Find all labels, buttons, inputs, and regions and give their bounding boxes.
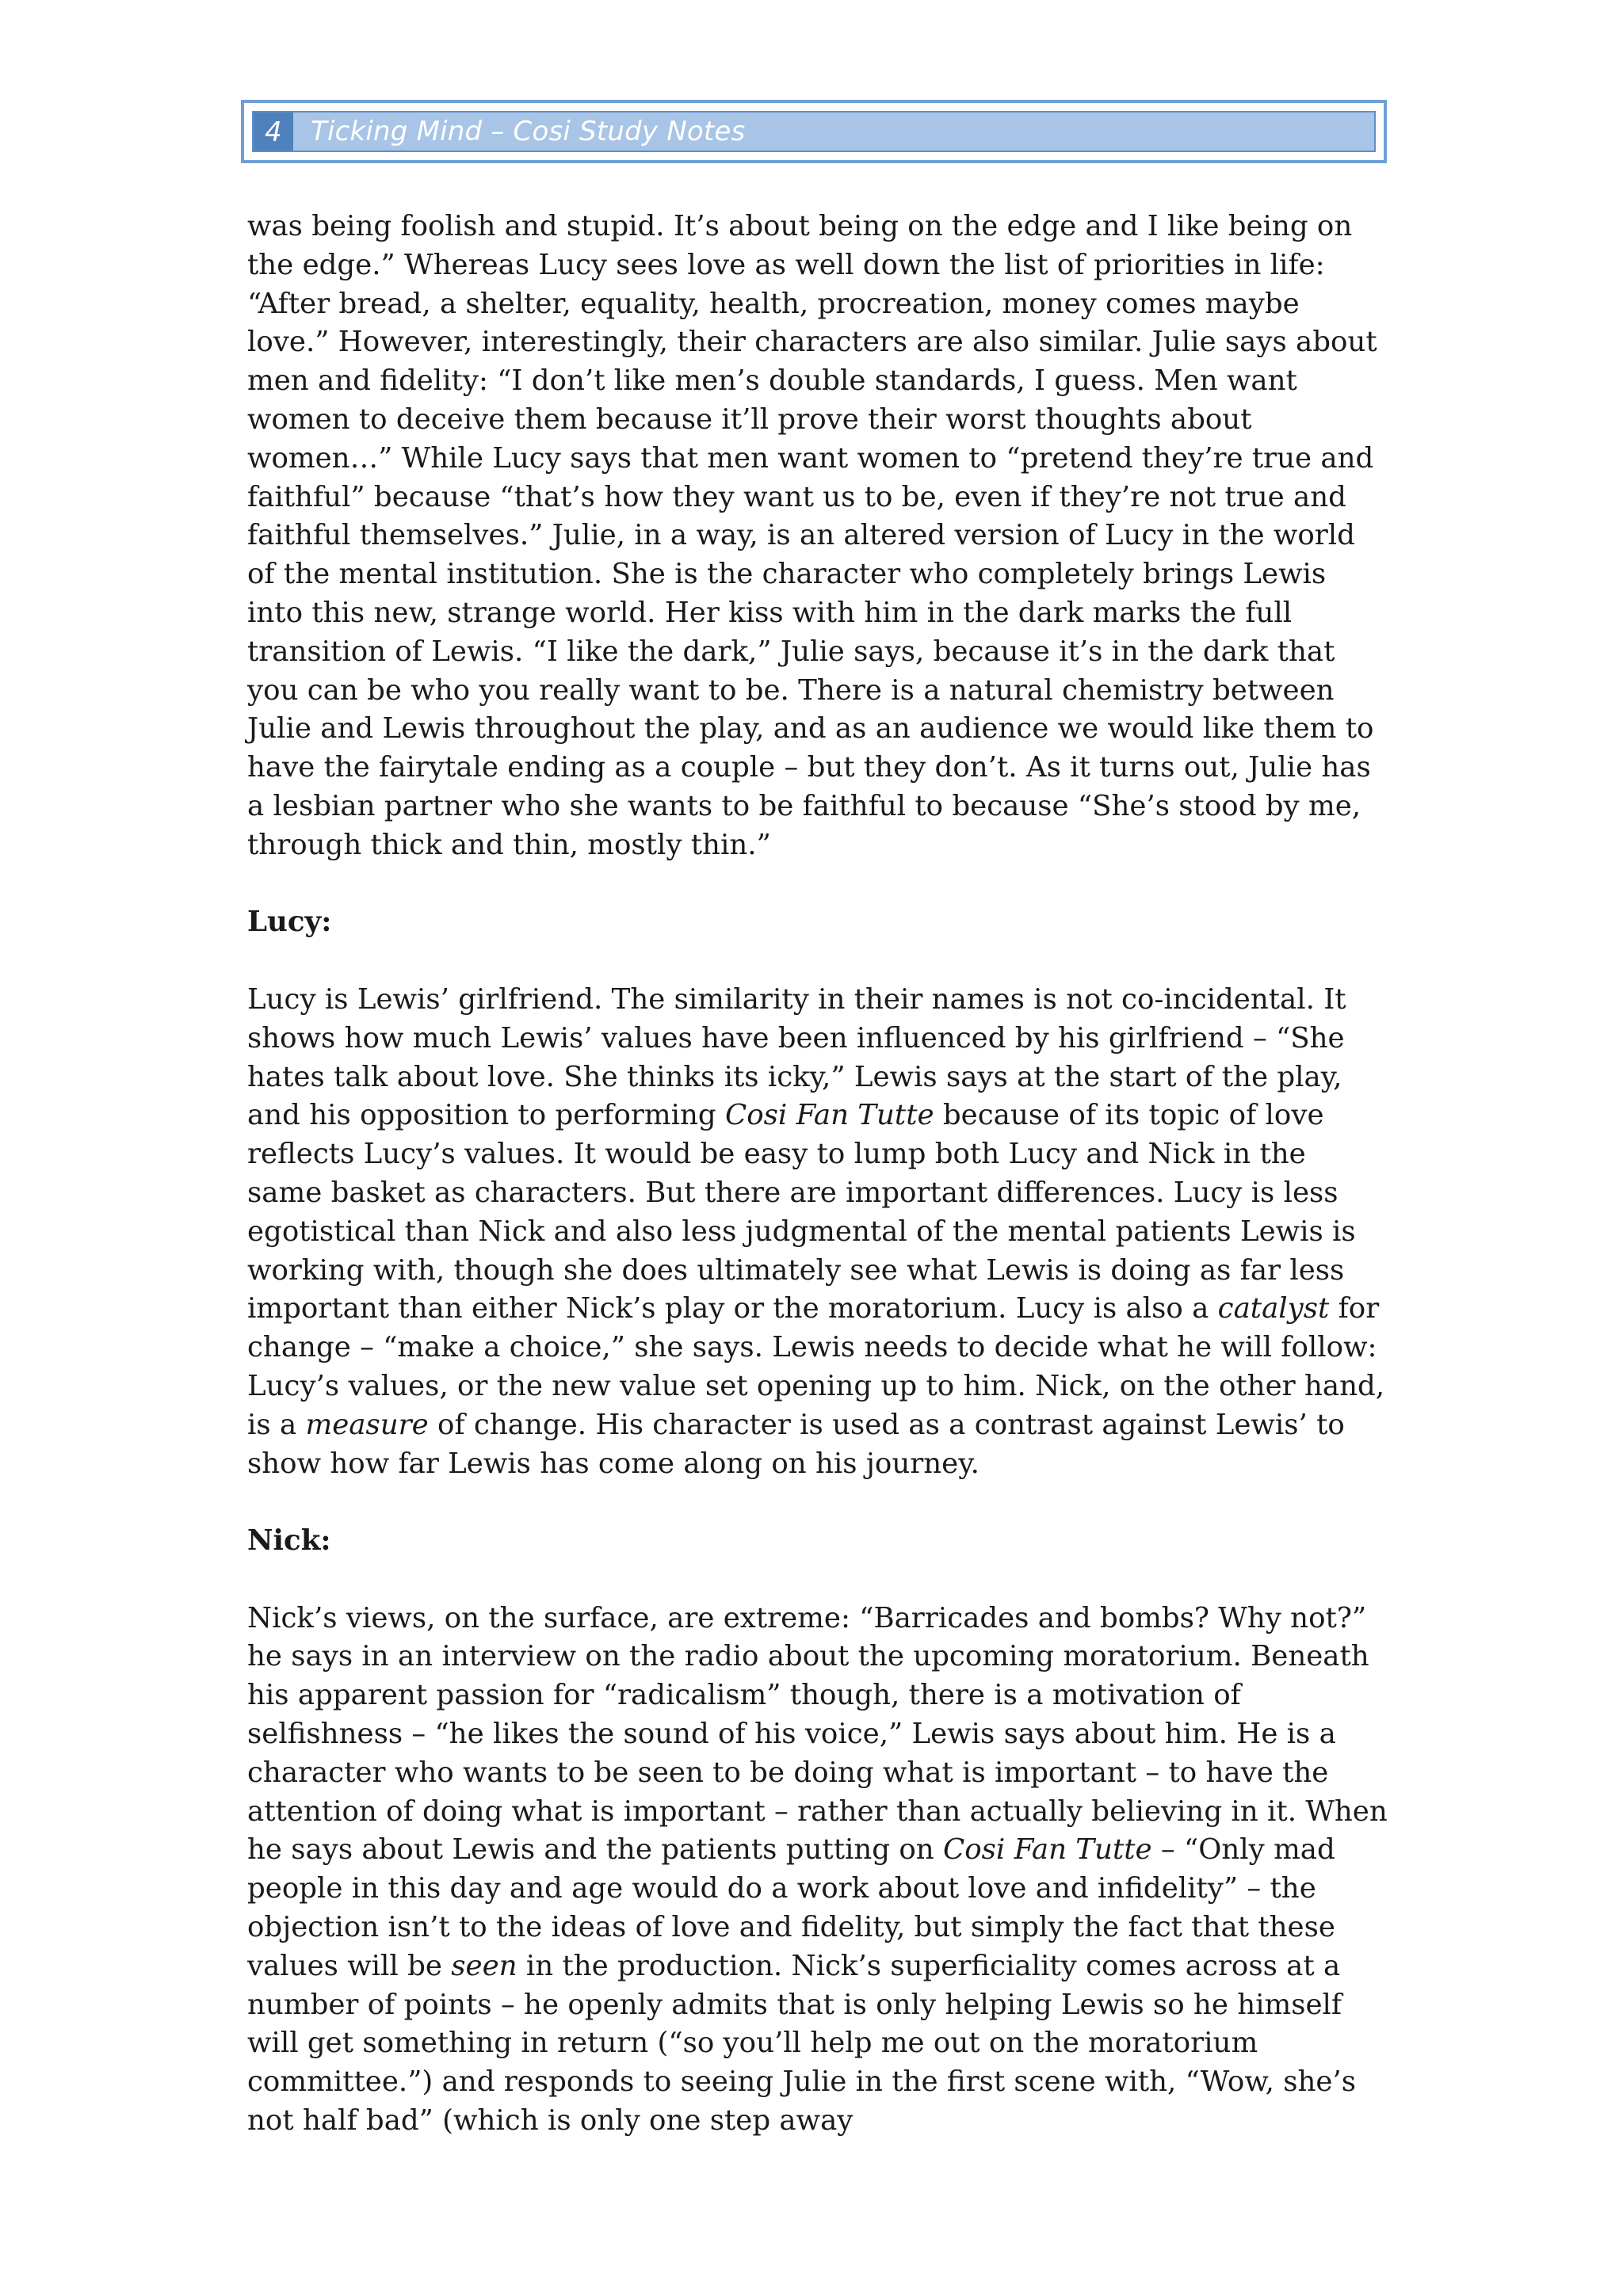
page-header-bar [252, 111, 1376, 152]
nick-emphasis-1: Cosi Fan Tutte [943, 1833, 1152, 1867]
nick-heading: Nick: [247, 1524, 331, 1558]
nick-text-1: Nick’s views, on the surface, are extreme: “Barricades and bombs? Why not?” he says in an interview on the radio about the upcoming moratorium. Beneath his apparent passion for “radicalism” though, there is a motivation of selfishness – “he likes the sound of his voice,” Lewis says about him. He is a character who wants to be seen to be doing what is important – to have the attention of doing what is important – rather than actually believing in it. When he says about Lewis and the patients putting on [247, 1601, 1388, 1867]
lucy-text-4: of change. His character is used as a contrast against Lewis’ to show how far Lewis has come along on his journey. [247, 1408, 1345, 1480]
lucy-text-1: Lucy is Lewis’ girlfriend. The similarity in their names is not co-incidental. It shows how much Lewis’ values have been influenced by his girlfriend – “She hates talk about love. She thinks its icky,” Lewis says at the start of the play, and his opposition to performing [247, 982, 1346, 1132]
nick-text-2: – “Only mad people in this day and age would do a work about love and infidelity” – the objection isn’t to the ideas of love and fidelity, but simply the fact that these values will be [247, 1833, 1335, 1982]
intro-text: was being foolish and stupid. It’s about being on the edge and I like being on the edge.” Whereas Lucy sees love as well down the list of priorities in life: “After bread, a shelter, equality, health, procreation, money comes maybe love.” However, interestingly, their characters are also similar. Julie says about men and fidelity: “I don’t like men’s double standards, I guess. Men want women to deceive them because it’ll prove their worst thoughts about women…” While Lucy says that men want women to “pretend they’re true and faithful” because “that’s how they want us to be, even if they’re not true and faithful themselves.” Julie, in a way, is an altered version of Lucy in the world of the mental institution. She is the character who completely brings Lewis into this new, strange world. Her kiss with him in the dark marks the full transition of Lewis. “I like the dark,” Julie says, because it’s in the dark that you can be who you really want to be. There is a natural chemistry between Julie and Lewis throughout the play, and as an audience we would like them to have the fairytale ending as a couple – but they don’t. As it turns out, Julie has a lesbian partner who she wants to be faithful to because “She’s stood by me, through thick and thin, mostly thin.” [247, 210, 1377, 861]
nick-emphasis-2: seen [451, 1949, 517, 1982]
lucy-emphasis-2: catalyst [1217, 1292, 1330, 1325]
header-title: Ticking Mind – Cosi Study Notes [311, 116, 746, 147]
nick-paragraph [247, 1600, 1388, 2141]
lucy-emphasis-1: Cosi Fan Tutte [725, 1099, 934, 1132]
lucy-paragraph [247, 981, 1388, 1483]
document-body [247, 208, 1388, 2141]
nick-text-3: in the production. Nick’s superficiality comes across at a number of points – he openly admits that is only helping Lewis so he himself will get something in return (“so you’ll help me out on the moratorium committee.”) and responds to seeing Julie in the first scene with, “Wow, she’s not half bad” (which is only one step away [247, 1949, 1356, 2138]
lucy-text-2: because of its topic of love reflects Lucy’s values. It would be easy to lump both Lucy and Nick in the same basket as characters. But there are important differences. Lucy is less egotistical than Nick and also less judgmental of the mental patients Lewis is working with, though she does ultimately see what Lewis is doing as far less important than either Nick’s play or the moratorium. Lucy is also a [247, 1099, 1356, 1325]
lucy-heading: Lucy: [247, 906, 332, 939]
page-header [241, 100, 1387, 163]
intro-paragraph [247, 208, 1388, 865]
page-number: 4 [254, 113, 293, 151]
lucy-emphasis-3: measure [305, 1408, 429, 1441]
lucy-text-3: for change – “make a choice,” she says. Lewis needs to decide what he will follow: Lucy’s values, or the new value set opening up to him. Nick, on the other hand, is a [247, 1292, 1385, 1441]
